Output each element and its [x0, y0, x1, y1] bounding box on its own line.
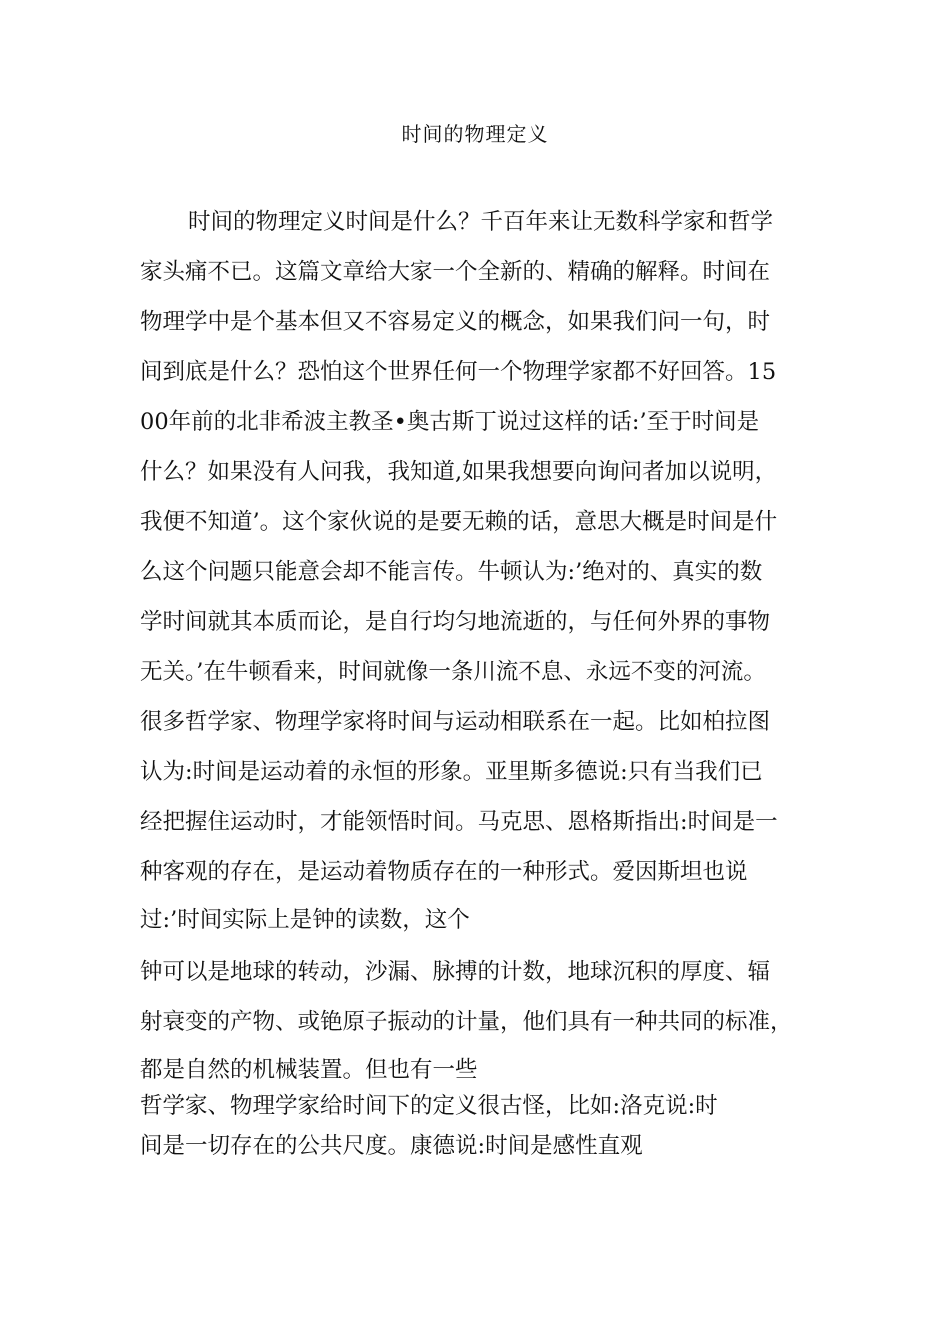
paragraph-line-2: 家头痛不已。这篇文章给大家一个全新的、精确的解释。时间在: [140, 259, 771, 285]
paragraph-line-14: 种客观的存在，是运动着物质存在的一种形式。爱因斯坦也说: [140, 859, 748, 885]
paragraph-line-13: 经把握住运动时，才能领悟时间。马克思、恩格斯指出:时间是一: [140, 809, 778, 835]
paragraph-line-8: 么这个问题只能意会却不能言传。牛顿认为:’绝对的、真实的数: [140, 559, 763, 585]
paragraph-line-7: 我便不知道’。这个家伙说的是要无赖的话，意思大概是时间是什: [140, 509, 778, 535]
document-title: 时间的物理定义: [401, 122, 549, 146]
paragraph-line-11: 很多哲学家、物理学家将时间与运动相联系在一起。比如柏拉图: [140, 709, 771, 735]
paragraph-line-1: 时间的物理定义时间是什么？千百年来让无数科学家和哲学: [188, 209, 774, 235]
paragraph-line-12: 认为:时间是运动着的永恒的形象。亚里斯多德说:只有当我们已: [140, 759, 763, 785]
paragraph-line-19: 哲学家、物理学家给时间下的定义很古怪，比如:洛克说:时: [140, 1093, 718, 1119]
paragraph-line-3: 物理学中是个基本但又不容易定义的概念，如果我们问一句，时: [140, 309, 771, 335]
paragraph-line-20: 间是一切存在的公共尺度。康德说:时间是感性直观: [140, 1133, 643, 1159]
paragraph-line-5: 00年前的北非希波主教圣•奥古斯丁说过这样的话:’至于时间是: [140, 409, 760, 435]
paragraph-line-4: 间到底是什么？恐怕这个世界任何一个物理学家都不好回答。15: [140, 359, 777, 385]
paragraph-line-17: 射衰变的产物、或铯原子振动的计量，他们具有一种共同的标准，: [140, 1009, 793, 1035]
paragraph-line-10: 无关。’在牛顿看来，时间就像一条川流不息、永远不变的河流。: [140, 659, 766, 685]
paragraph-line-16: 钟可以是地球的转动，沙漏、脉搏的计数，地球沉积的厚度、辐: [140, 959, 771, 985]
paragraph-line-6: 什么？如果没有人问我，我知道,如果我想要向询问者加以说明，: [140, 459, 778, 485]
paragraph-line-18: 都是自然的机械装置。但也有一些: [140, 1057, 478, 1083]
paragraph-line-15: 过:’时间实际上是钟的读数，这个: [140, 907, 470, 933]
paragraph-line-9: 学时间就其本质而论，是自行均匀地流逝的，与任何外界的事物: [140, 609, 771, 635]
